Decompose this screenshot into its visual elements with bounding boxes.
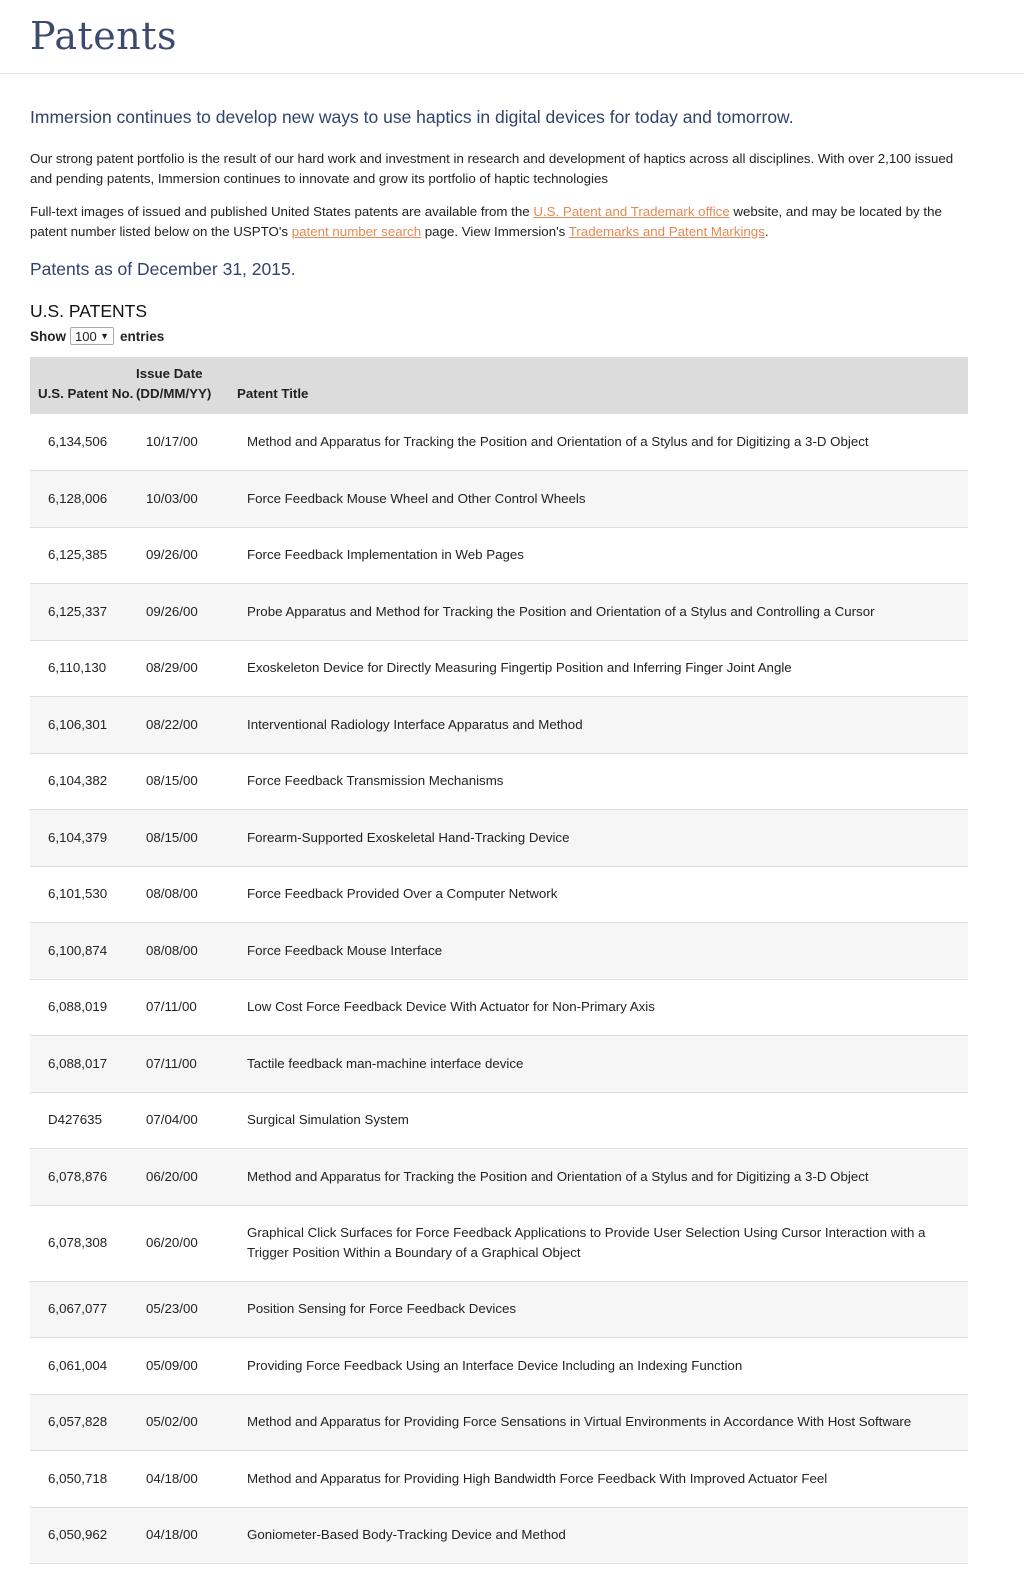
- patent-title-cell: Low Cost Force Feedback Device With Actuator for Non-Primary Axis: [247, 999, 655, 1015]
- as-of-date: Patents as of December 31, 2015.: [30, 259, 296, 279]
- patent-title-cell: Method and Apparatus for Tracking the Position and Orientation of a Stylus and for Digitizing a 3-D Object: [247, 434, 869, 449]
- table-header-row: [30, 357, 968, 414]
- patent-number-cell: 6,110,130: [48, 660, 107, 676]
- uspto-paragraph: [30, 202, 970, 241]
- patent-number-search-link[interactable]: patent number search: [291, 223, 422, 239]
- table-body: [30, 414, 968, 1564]
- table-row: [30, 810, 968, 867]
- main-content: [0, 106, 1024, 1564]
- issue-date-cell: 08/08/00: [146, 942, 198, 958]
- uspto-text-part2: website, and may be located by the patent number listed below on the USPTO's: [30, 204, 942, 239]
- issue-date-cell: 06/20/00: [146, 1235, 198, 1250]
- issue-date-cell: 07/11/00: [146, 999, 197, 1015]
- patent-number-cell: 6,106,301: [48, 716, 108, 732]
- patent-number-cell: 6,125,337: [48, 603, 108, 619]
- table-row: [30, 923, 968, 980]
- entries-label: entries: [120, 328, 165, 344]
- table-row: [30, 1451, 968, 1508]
- table-row: [30, 1205, 968, 1281]
- show-label: Show: [30, 328, 66, 344]
- patent-number-cell: D427635: [48, 1112, 102, 1128]
- table-row: [30, 979, 968, 1036]
- issue-date-cell: 10/03/00: [146, 490, 198, 506]
- table-row: [30, 527, 968, 584]
- table-row: [30, 1394, 968, 1451]
- issue-date-cell: 05/09/00: [146, 1357, 198, 1373]
- patent-number-cell: 6,104,379: [48, 829, 108, 845]
- column-header-title[interactable]: Patent Title: [237, 386, 309, 401]
- issue-date-cell: 09/26/00: [146, 603, 198, 619]
- caret-down-icon: ▼: [100, 331, 109, 341]
- patent-number-cell: 6,101,530: [48, 886, 108, 902]
- patent-number-cell: 6,100,874: [48, 942, 108, 958]
- issue-date-cell: 04/18/00: [146, 1527, 198, 1543]
- patent-title-cell: Tactile feedback man-machine interface device: [247, 1055, 524, 1071]
- patent-title-cell: Forearm-Supported Exoskeletal Hand-Tracking Device: [247, 829, 570, 845]
- patent-number-cell: 6,088,019: [48, 999, 108, 1015]
- section-title: U.S. PATENTS: [30, 301, 148, 321]
- patent-number-cell: 6,104,382: [48, 773, 108, 789]
- patent-title-cell: Probe Apparatus and Method for Tracking the Position and Orientation of a Stylus and Controlling a Cursor: [247, 603, 875, 619]
- trademarks-markings-link[interactable]: Trademarks and Patent Markings: [568, 223, 765, 239]
- patent-number-cell: 6,128,006: [48, 490, 108, 506]
- column-header-date[interactable]: [136, 357, 237, 414]
- table-row: [30, 1036, 968, 1093]
- patent-number-cell: 6,061,004: [48, 1357, 108, 1373]
- uspto-text-part4: .: [764, 223, 769, 239]
- patent-title-cell: Surgical Simulation System: [247, 1112, 409, 1128]
- table-row: [30, 1281, 968, 1338]
- patent-number-cell: 6,067,077: [48, 1301, 108, 1317]
- uspto-office-link[interactable]: U.S. Patent and Trademark office: [533, 204, 730, 219]
- table-row: [30, 697, 968, 754]
- portfolio-paragraph: Our strong patent portfolio is the result of our hard work and investment in research and development of haptics across all disciplines. With over 2,100 issued and pending patents, Immersion continues to innovate and grow its portfolio of haptic technologies: [30, 151, 954, 186]
- patent-title-cell: Force Feedback Transmission Mechanisms: [247, 773, 504, 789]
- issue-date-cell: 07/04/00: [146, 1112, 198, 1128]
- patent-title-cell: Force Feedback Mouse Interface: [247, 942, 443, 958]
- entries-select[interactable]: [70, 327, 114, 345]
- table-row: [30, 584, 968, 641]
- patent-number-cell: 6,050,962: [48, 1527, 108, 1543]
- patent-title-cell: Providing Force Feedback Using an Interface Device Including an Indexing Function: [247, 1357, 743, 1373]
- patent-title-cell: Force Feedback Mouse Wheel and Other Control Wheels: [247, 490, 586, 506]
- issue-date-cell: 08/15/00: [146, 773, 198, 789]
- uspto-text-part1: Full-text images of issued and published United States patents are available from the: [30, 204, 534, 219]
- patent-number-cell: 6,050,718: [48, 1470, 108, 1486]
- issue-date-cell: 07/11/00: [146, 1055, 197, 1071]
- issue-date-cell: 08/29/00: [146, 660, 198, 676]
- table-row: [30, 471, 968, 528]
- lead-text: Immersion continues to develop new ways to use haptics in digital devices for today and tomorrow.: [30, 107, 794, 127]
- patent-number-cell: 6,078,308: [48, 1235, 108, 1250]
- patent-title-cell: Goniometer-Based Body-Tracking Device and Method: [247, 1527, 566, 1543]
- table-row: [30, 753, 968, 810]
- table-row: [30, 414, 968, 471]
- patent-title-cell: Method and Apparatus for Tracking the Position and Orientation of a Stylus and for Digitizing a 3-D Object: [247, 1168, 869, 1184]
- entries-select-value: 100: [75, 328, 97, 344]
- patent-title-cell: Force Feedback Provided Over a Computer Network: [247, 886, 558, 902]
- issue-date-cell: 04/18/00: [146, 1470, 198, 1486]
- issue-date-cell: 05/23/00: [146, 1301, 198, 1317]
- issue-date-cell: 08/22/00: [146, 716, 198, 732]
- patent-title-cell: Method and Apparatus for Providing High Bandwidth Force Feedback With Improved Actuator Feel: [247, 1470, 828, 1486]
- issue-date-cell: 08/15/00: [146, 829, 198, 845]
- entries-control: [30, 325, 994, 347]
- patents-table: [30, 357, 968, 1564]
- patent-number-cell: 6,078,876: [48, 1168, 108, 1184]
- patent-number-cell: 6,134,506: [48, 434, 108, 449]
- table-row: [30, 866, 968, 923]
- table-row: [30, 1338, 968, 1395]
- patent-title-cell: Exoskeleton Device for Directly Measuring Fingertip Position and Inferring Finger Joint Angle: [247, 660, 792, 676]
- issue-date-cell: 06/20/00: [146, 1168, 198, 1184]
- issue-date-cell: 10/17/00: [146, 434, 198, 449]
- issue-date-cell: 09/26/00: [146, 547, 198, 563]
- table-row: [30, 1149, 968, 1206]
- column-header-date-line1: Issue Date: [136, 366, 203, 381]
- table-row: [30, 640, 968, 697]
- column-header-number[interactable]: U.S. Patent No.: [38, 386, 134, 401]
- issue-date-cell: 08/08/00: [146, 886, 198, 902]
- page-title: Patents: [30, 14, 178, 58]
- patent-title-cell: Graphical Click Surfaces for Force Feedback Applications to Provide User Selection Using Cursor Interaction with a Trigger Position Within a Boundary of a Graphical Object: [247, 1225, 926, 1260]
- table-row: [30, 1092, 968, 1149]
- issue-date-cell: 05/02/00: [146, 1414, 198, 1430]
- uspto-text-part3: page. View Immersion's: [421, 223, 569, 239]
- patent-title-cell: Position Sensing for Force Feedback Devices: [247, 1301, 517, 1317]
- page-header: [0, 0, 1024, 74]
- patent-title-cell: Method and Apparatus for Providing Force Sensations in Virtual Environments in Accordance With Host Software: [247, 1414, 912, 1430]
- patent-number-cell: 6,125,385: [48, 547, 108, 563]
- patent-title-cell: Interventional Radiology Interface Apparatus and Method: [247, 716, 583, 732]
- column-header-date-line2: (DD/MM/YY): [136, 386, 212, 401]
- patent-number-cell: 6,088,017: [48, 1055, 108, 1071]
- table-row: [30, 1507, 968, 1564]
- patent-number-cell: 6,057,828: [48, 1414, 108, 1430]
- patent-title-cell: Force Feedback Implementation in Web Pages: [247, 547, 524, 563]
